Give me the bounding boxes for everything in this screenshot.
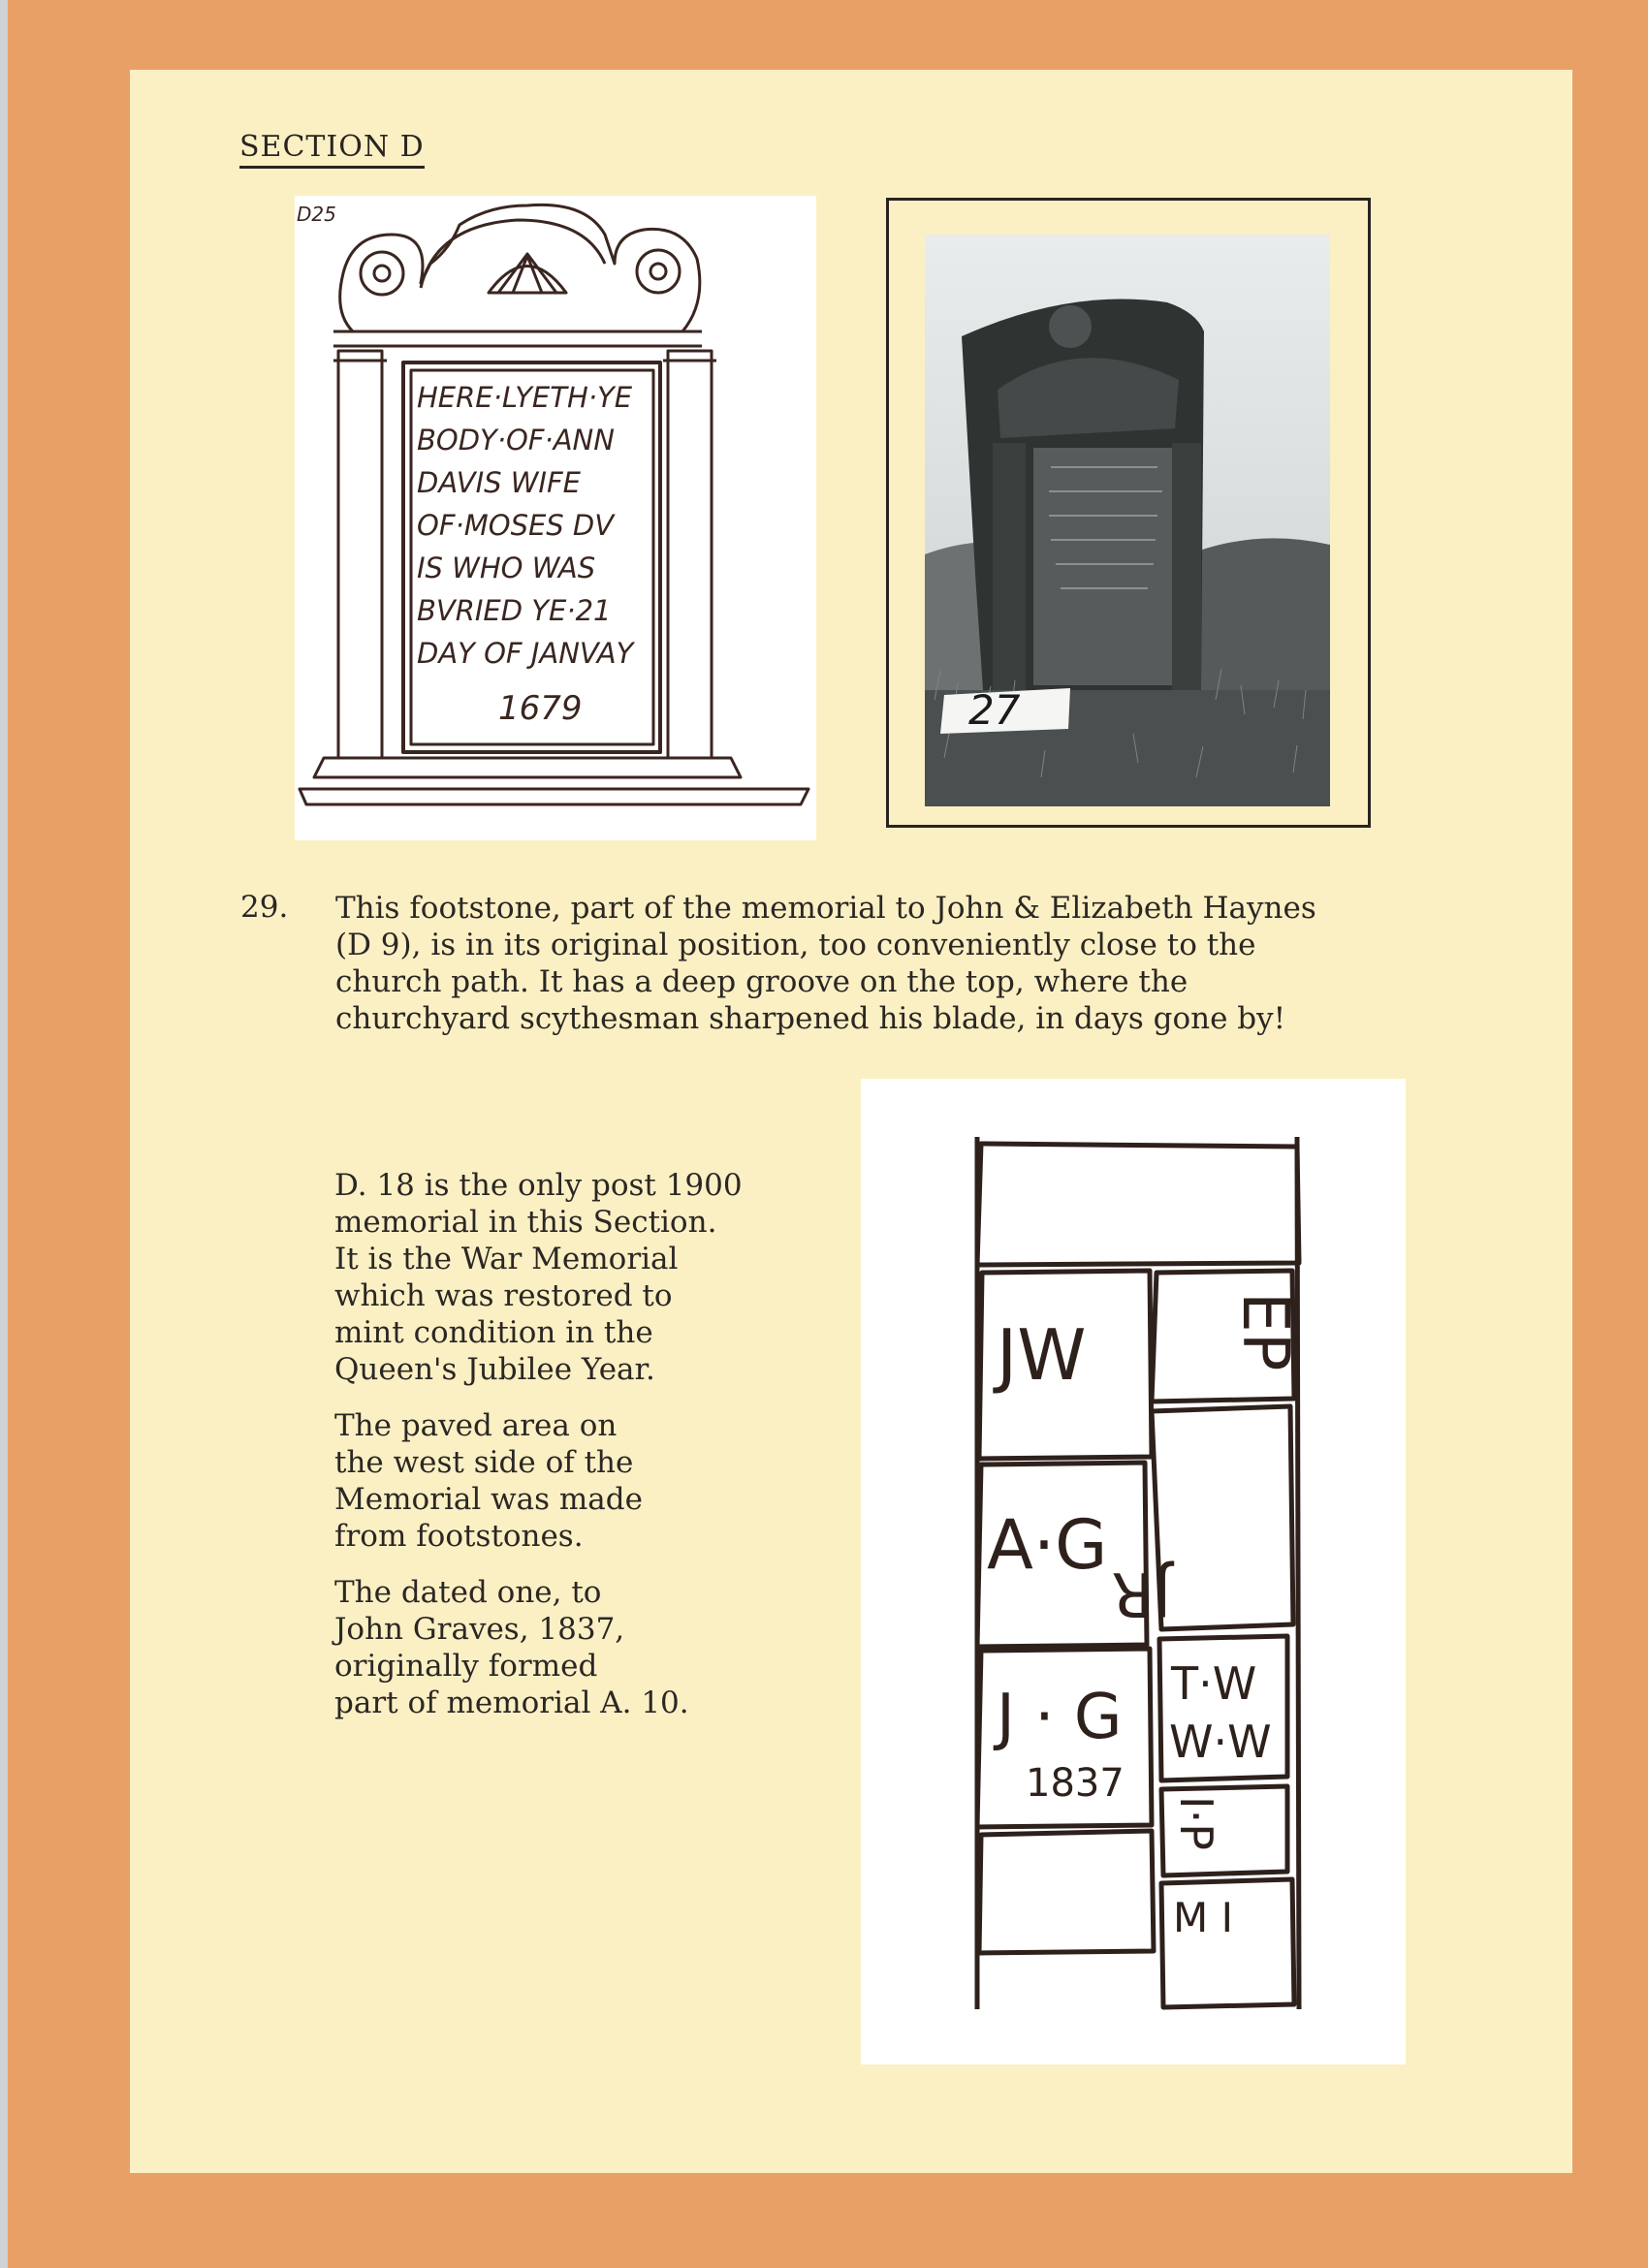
note-line: part of memorial A. 10. [334,1685,689,1720]
note-paved-area [334,1407,643,1555]
headstone-sketch [295,196,816,840]
item-number: 29. [240,890,289,925]
inscription-year: 1679 [498,689,583,728]
stone-initials-jw: JW [997,1314,1087,1396]
inscription-line: IS WHO WAS [417,551,596,584]
inscription-line: HERE·LYETH·YE [417,381,633,414]
stone-initials-ww: W·W [1169,1716,1272,1768]
stone-initials-tw: T·W [1171,1657,1257,1710]
stone-initials-ep: EP [1228,1292,1303,1371]
note-line: Queen's Jubilee Year. [334,1352,655,1387]
inscription-line: DAY OF JANVAY [417,637,634,670]
stone-initials-ip: I·P [1170,1796,1222,1850]
note-line: The dated one, to [334,1575,602,1610]
note-war-memorial [334,1167,743,1388]
pavement-stone [979,1831,1154,1953]
note-line: memorial in this Section. [334,1205,717,1240]
note-line: The paved area on [334,1408,618,1443]
item-29-line: churchyard scythesman sharpened his blade, in days gone by! [335,1001,1286,1036]
note-line: the west side of the [334,1445,634,1480]
stone-date-1837: 1837 [1026,1761,1125,1806]
inscription-line: BVRIED YE·21 [417,594,612,627]
pavement-sketch [861,1079,1406,2064]
note-line: D. 18 is the only post 1900 [334,1168,743,1203]
item-29-text [335,890,1316,1037]
stone-initials-jr: JR [1111,1559,1171,1629]
pavement-stone [977,1144,1299,1265]
section-heading: SECTION D [239,130,425,169]
note-line: originally formed [334,1649,598,1684]
inscription-line: DAVIS WIFE [417,466,581,499]
item-29-line: This footstone, part of the memorial to John & Elizabeth Haynes [335,891,1316,926]
inscription-line: BODY·OF·ANN [417,424,615,457]
photo-image [925,235,1330,806]
note-line: John Graves, 1837, [334,1612,625,1647]
scan-edge [0,0,8,2268]
drawing-ref-label: D25 [297,203,336,226]
item-29-line: (D 9), is in its original position, too conveniently close to the [335,928,1256,962]
stone-initials-ag: A·G [987,1505,1108,1585]
item-29-line: church path. It has a deep groove on the top, where the [335,964,1188,999]
pavement-stone [1152,1406,1293,1629]
photo-marker-number: 27 [968,686,1021,734]
note-dated-footstone [334,1574,689,1721]
stone-initials-mi: M I [1173,1894,1233,1941]
inscription-line: OF·MOSES DV [417,509,615,542]
note-line: Memorial was made [334,1482,643,1517]
note-line: which was restored to [334,1278,673,1313]
note-line: mint condition in the [334,1315,653,1350]
note-line: from footstones. [334,1519,584,1554]
headstone-photo [925,235,1330,806]
pavement-drawing [861,1079,1406,2064]
stone-initials-jg: J · G [997,1682,1123,1753]
note-line: It is the War Memorial [334,1242,679,1276]
headstone-drawing [295,196,816,840]
